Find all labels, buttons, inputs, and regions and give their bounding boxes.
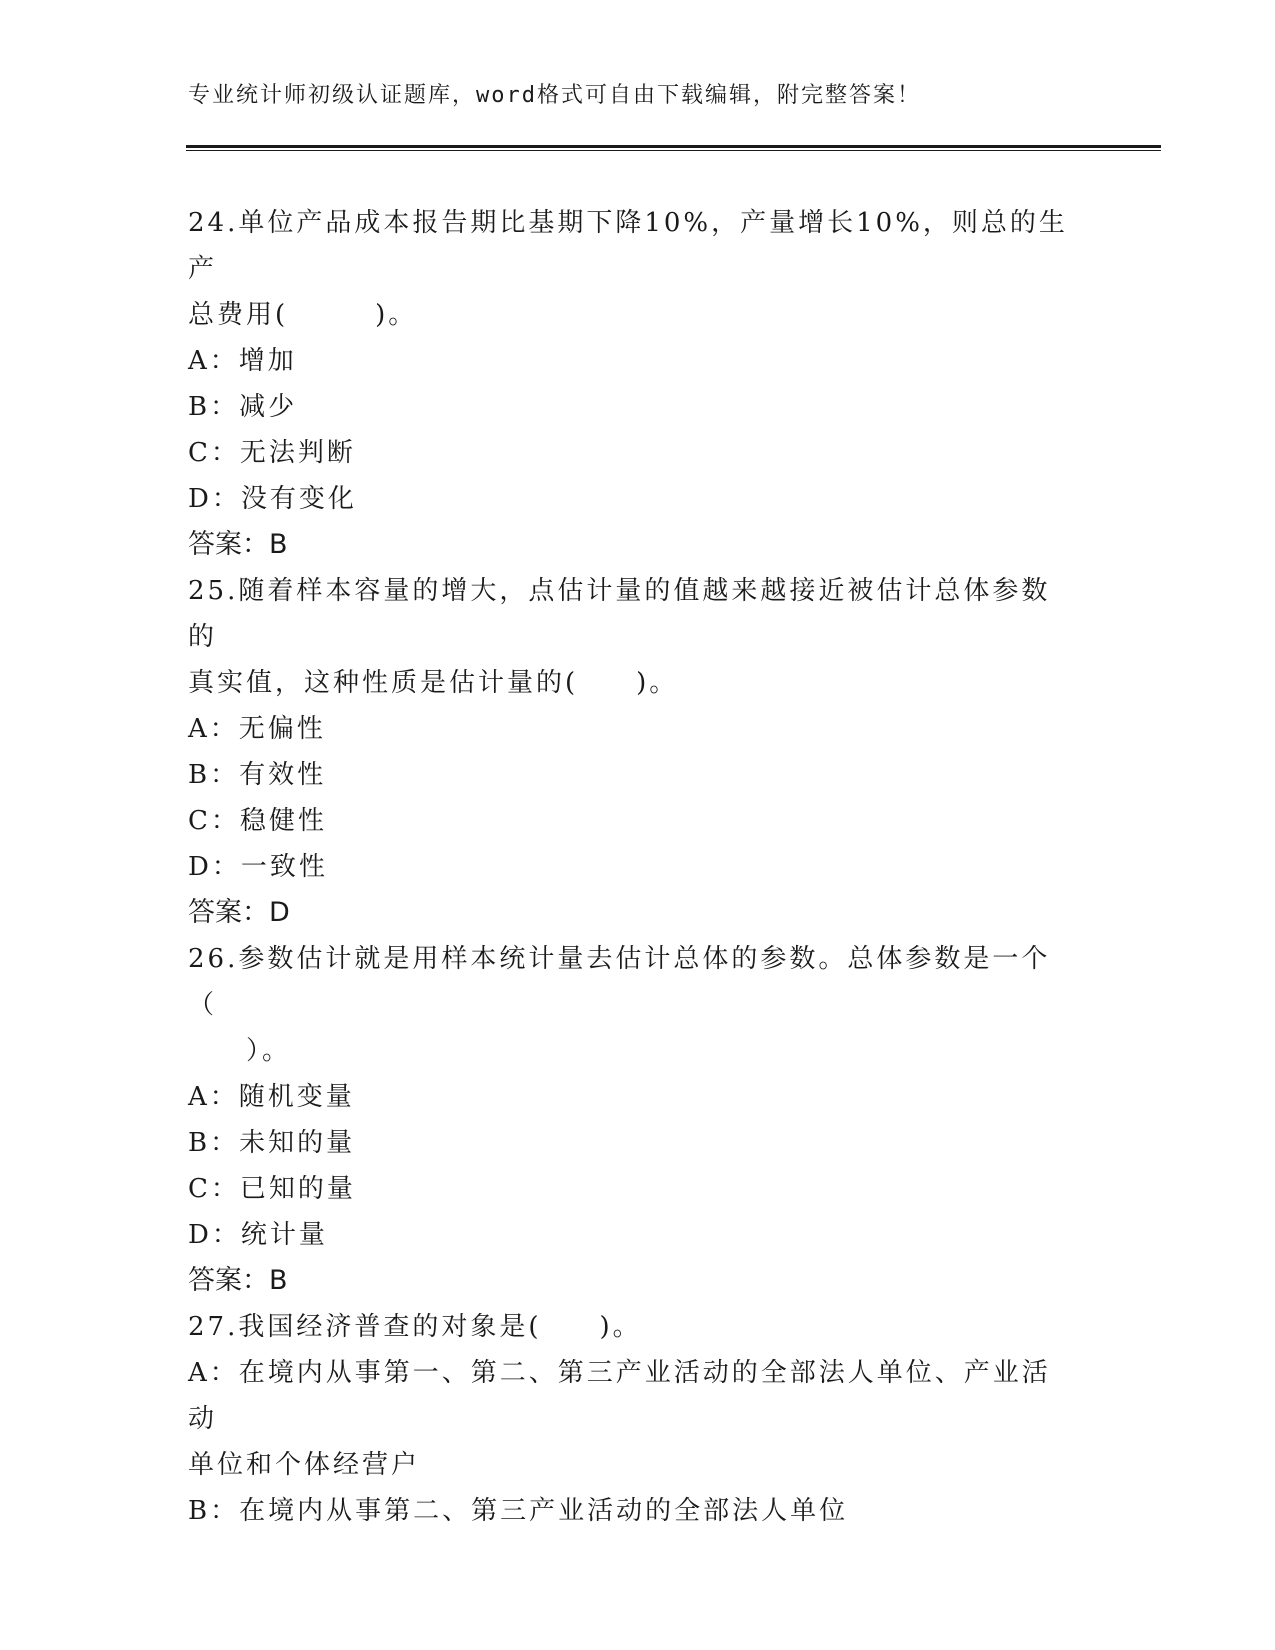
question-27 — [188, 1304, 1068, 1534]
question-24 — [188, 200, 1068, 568]
answer: 答案：B — [188, 1265, 288, 1296]
option-c: C：已知的量 — [188, 1174, 356, 1204]
question-stem: 27.我国经济普查的对象是( )。 — [188, 1312, 642, 1342]
answer: 答案：B — [188, 529, 288, 560]
question-stem: 25.随着样本容量的增大，点估计量的值越来越接近被估计总体参数的 — [188, 576, 1051, 652]
option-a: A：在境内从事第一、第二、第三产业活动的全部法人单位、产业活动 — [188, 1358, 1051, 1434]
option-b: B：减少 — [188, 392, 298, 422]
option-b: B：在境内从事第二、第三产业活动的全部法人单位 — [188, 1496, 849, 1526]
header-rule-thick — [186, 145, 1161, 148]
question-stem: 26.参数估计就是用样本统计量去估计总体的参数。总体参数是一个（ — [188, 944, 1051, 1020]
option-a-continued: 单位和个体经营户 — [188, 1450, 421, 1480]
option-c: C：稳健性 — [188, 806, 327, 836]
option-a: A：增加 — [188, 346, 297, 376]
option-b: B：有效性 — [188, 760, 327, 790]
question-stem: 24.单位产品成本报告期比基期下降10%，产量增长10%，则总的生产 — [188, 208, 1068, 284]
question-26 — [188, 936, 1068, 1304]
question-25 — [188, 568, 1068, 936]
option-a: A：无偏性 — [188, 714, 326, 744]
option-a: A：随机变量 — [188, 1082, 355, 1112]
question-stem-continued: ）。 — [188, 1036, 292, 1066]
option-d: D：一致性 — [188, 852, 328, 882]
option-b: B：未知的量 — [188, 1128, 356, 1158]
option-c: C：无法判断 — [188, 438, 356, 468]
question-stem-continued: 总费用( )。 — [188, 300, 418, 330]
option-d: D：统计量 — [188, 1220, 328, 1250]
header-rule — [186, 145, 1161, 151]
document-page — [188, 0, 1163, 1650]
header-text: 专业统计师初级认证题库，word格式可自由下载编辑，附完整答案！ — [188, 83, 921, 108]
question-stem-continued: 真实值，这种性质是估计量的( )。 — [188, 668, 679, 698]
option-d: D：没有变化 — [188, 484, 357, 514]
header-rule-thin — [186, 150, 1161, 151]
answer: 答案：D — [188, 897, 290, 928]
